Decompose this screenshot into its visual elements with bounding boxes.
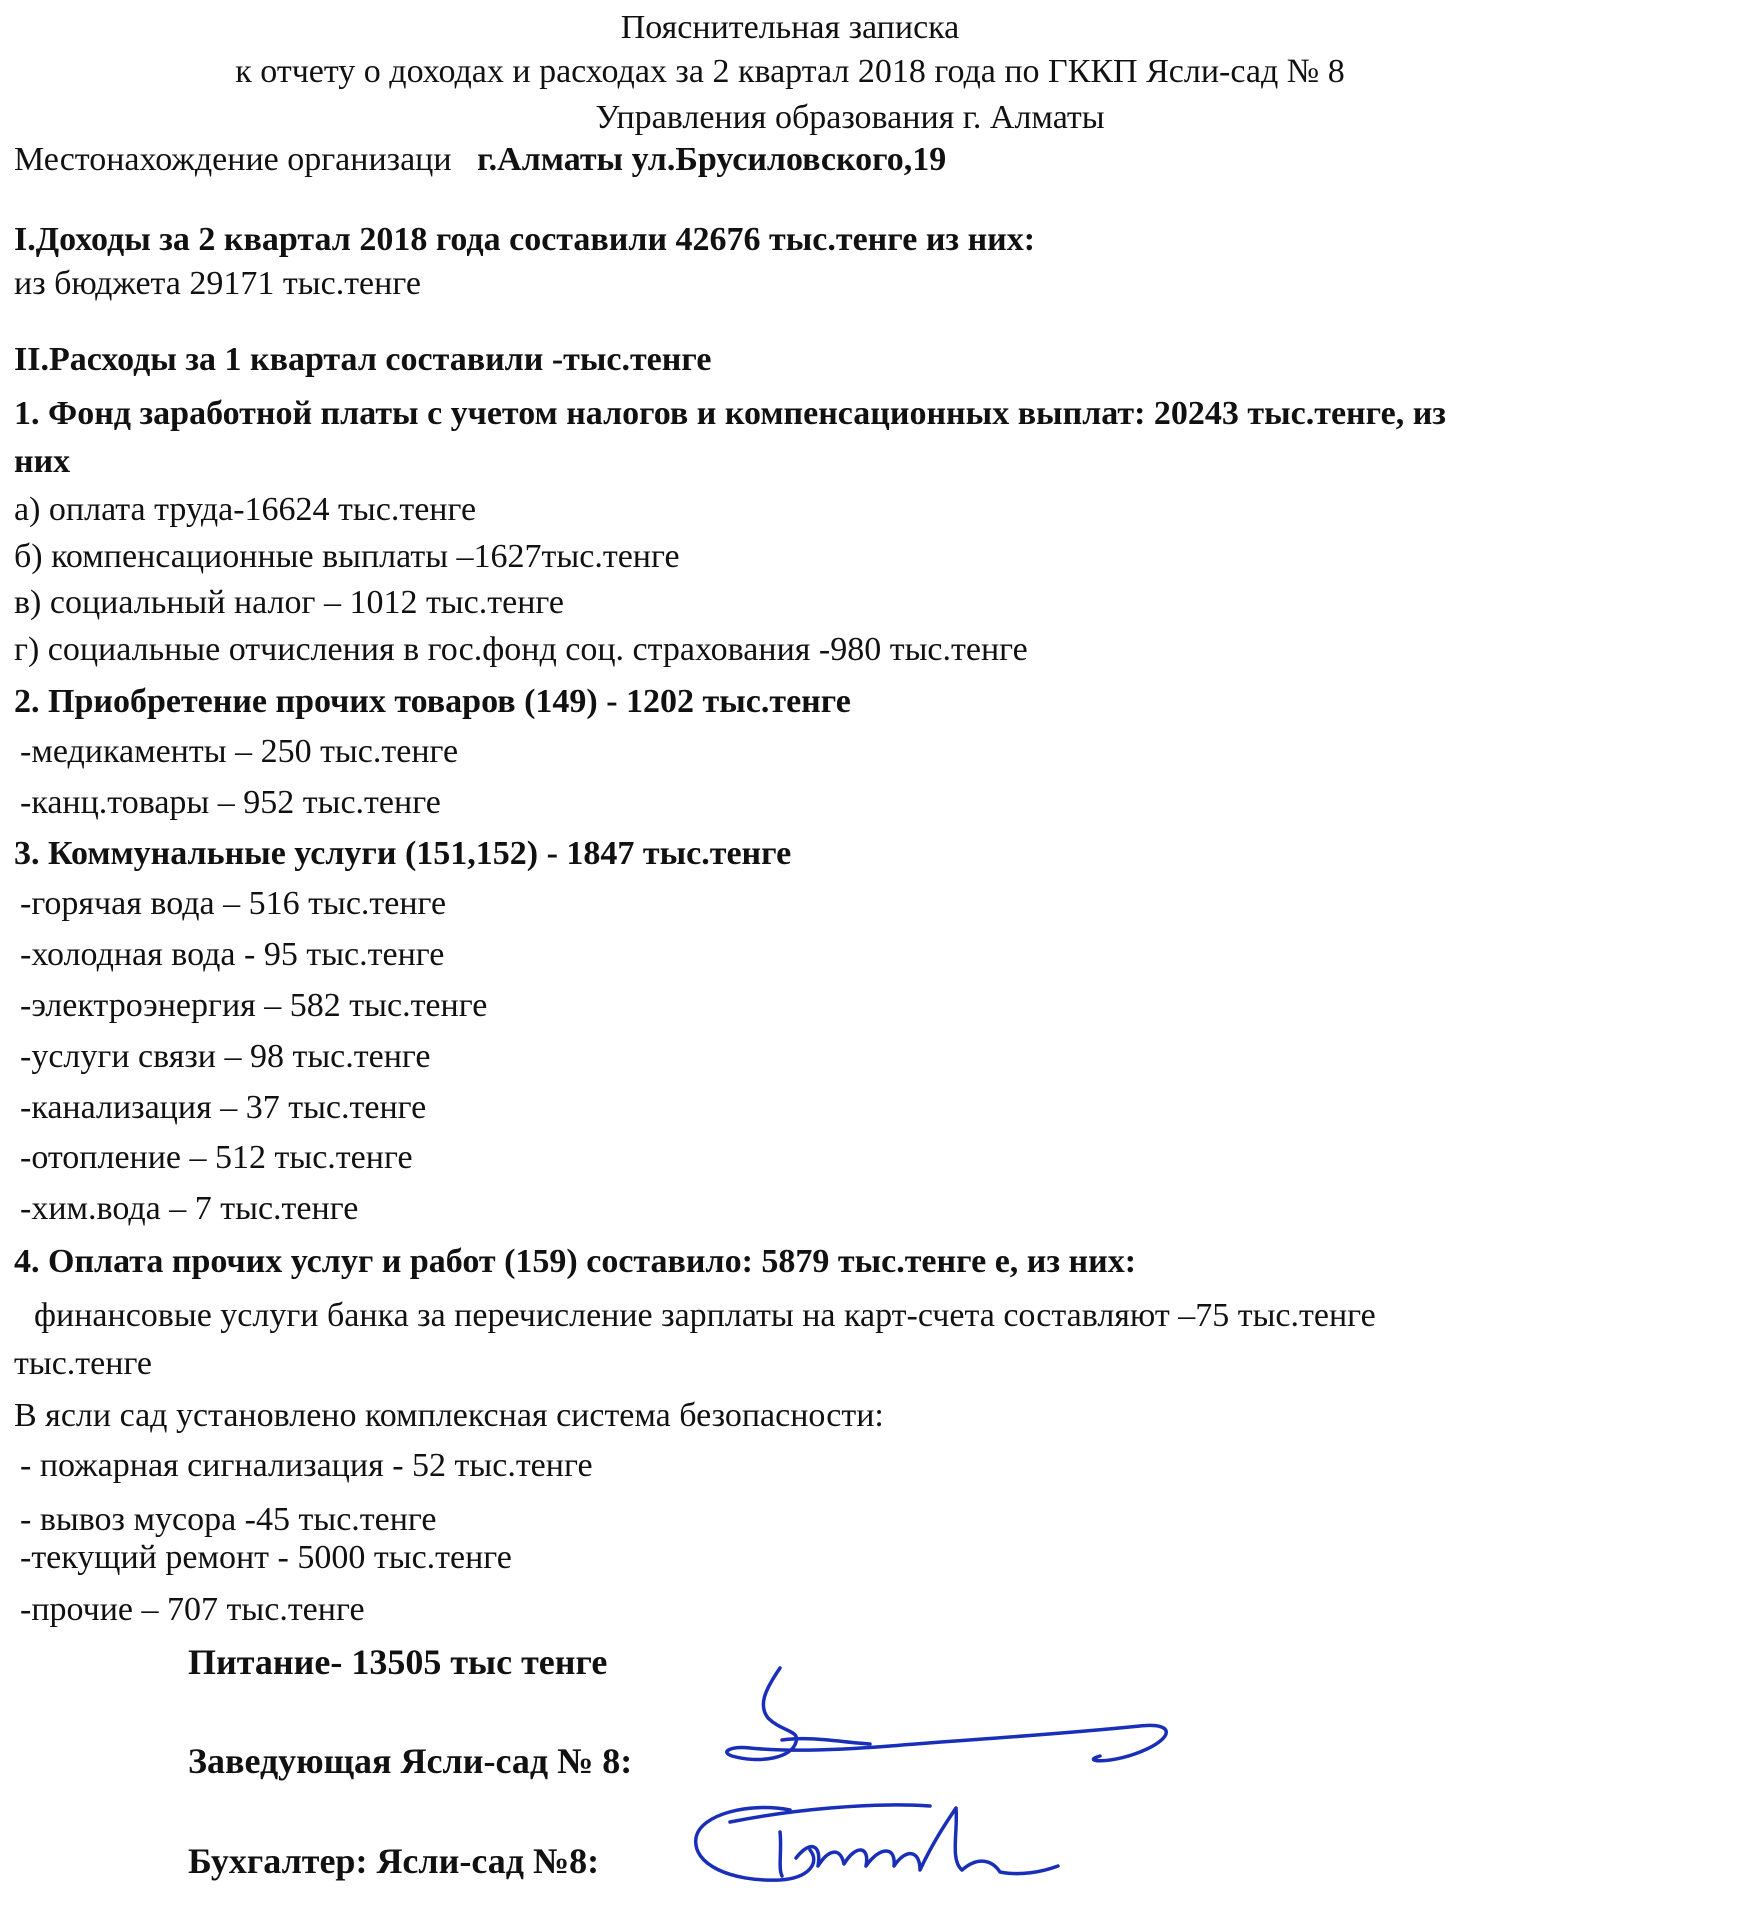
income-budget: из бюджета 29171 тыс.тенге [14,265,421,302]
goods-item: -канц.товары – 952 тыс.тенге [20,784,441,821]
doc-org: Управления образования г. Алматы [595,99,1105,136]
utilities-item: -горячая вода – 516 тыс.тенге [20,885,447,922]
location-line [14,138,946,182]
services-bank-cont: тыс.тенге [14,1345,153,1382]
payroll-item: а) оплата труда-16624 тыс.тенге [14,491,477,528]
income-heading: I.Доходы за 2 квартал 2018 года составили 42676 тыс.тенге из них: [14,221,1036,258]
services-heading: 4. Оплата прочих услуг и работ (159) составило: 5879 тыс.тенге е, из них: [14,1243,1137,1280]
doc-title: Пояснительная записка [620,9,960,46]
utilities-item: -электроэнергия – 582 тыс.тенге [20,987,488,1024]
payroll-heading: 1. Фонд заработной платы с учетом налогов и компенсационных выплат: 20243 тыс.тенге, из [14,395,1446,432]
expenses-heading: II.Расходы за 1 квартал составили -тыс.тенге [14,341,712,378]
payroll-item: в) социальный налог – 1012 тыс.тенге [14,584,564,621]
goods-item: -медикаменты – 250 тыс.тенге [20,733,459,770]
utilities-item: -услуги связи – 98 тыс.тенге [20,1038,431,1075]
services-item: -текущий ремонт - 5000 тыс.тенге [20,1539,512,1576]
services-item: - пожарная сигнализация - 52 тыс.тенге [20,1447,593,1484]
payroll-item: г) социальные отчисления в гос.фонд соц. страхования -980 тыс.тенге [14,631,1028,668]
payroll-heading-cont: них [14,443,71,480]
services-bank: финансовые услуги банка за перечисление зарплаты на карт-счета составляют –75 тыс.тенге [34,1297,1376,1334]
location-value: г.Алматы ул.Брусиловского,19 [477,141,947,178]
utilities-item: -хим.вода – 7 тыс.тенге [20,1190,359,1227]
head-signature-label: Заведующая Ясли-сад № 8: [188,1741,633,1781]
doc-subtitle: к отчету о доходах и расходах за 2 квартал 2018 года по ГККП Ясли-сад № 8 [235,53,1345,90]
services-item: - вывоз мусора -45 тыс.тенге [20,1501,437,1538]
services-item: -прочие – 707 тыс.тенге [20,1591,365,1628]
goods-heading: 2. Приобретение прочих товаров (149) - 1202 тыс.тенге [14,683,851,720]
utilities-item: -холодная вода - 95 тыс.тенге [20,936,445,973]
utilities-item: -канализация – 37 тыс.тенге [20,1089,427,1126]
services-security: В ясли сад установлено комплексная система безопасности: [14,1397,884,1434]
accountant-signature [670,1780,1090,1908]
utilities-heading: 3. Коммунальные услуги (151,152) - 1847 тыс.тенге [14,835,792,872]
head-signature [720,1660,1180,1790]
utilities-item: -отопление – 512 тыс.тенге [20,1139,413,1176]
accountant-signature-label: Бухгалтер: Ясли-сад №8: [188,1841,600,1881]
payroll-item: б) компенсационные выплаты –1627тыс.тенге [14,538,680,575]
location-label: Местонахождение организаци [14,141,452,178]
food-line: Питание- 13505 тыс тенге [188,1642,608,1682]
